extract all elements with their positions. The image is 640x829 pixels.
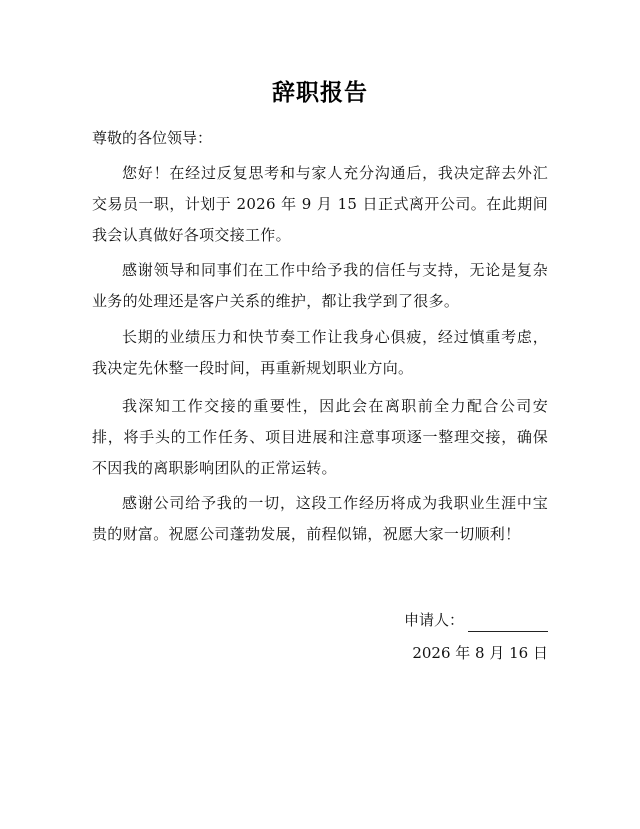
paragraph-4: 我深知工作交接的重要性，因此会在离职前全力配合公司安排，将手头的工作任务、项目进展和注意事项逐一整理交接，确保不因我的离职影响团队的正常运转。 bbox=[92, 397, 548, 477]
document-title: 辞职报告 bbox=[272, 80, 368, 106]
signature-line bbox=[468, 615, 548, 632]
signature-block bbox=[404, 608, 548, 632]
signature-label: 申请人： bbox=[403, 611, 464, 629]
paragraph-3: 长期的业绩压力和快节奏工作让我身心俱疲，经过慎重考虑，我决定先休整一段时间，再重新规划职业方向。 bbox=[92, 328, 548, 377]
paragraph-1: 您好！在经过反复思考和与家人充分沟通后，我决定辞去外汇交易员一职，计划于 2026 年 9 月 15 日正式离开公司。在此期间我会认真做好各项交接工作。 bbox=[92, 164, 548, 244]
salutation: 尊敬的各位领导： bbox=[92, 129, 213, 147]
letter-date: 2026 年 8 月 16 日 bbox=[412, 644, 548, 662]
paragraph-2: 感谢领导和同事们在工作中给予我的信任与支持，无论是复杂业务的处理还是客户关系的维护，都让我学到了很多。 bbox=[92, 261, 548, 310]
paragraph-5: 感谢公司给予我的一切，这段工作经历将成为我职业生涯中宝贵的财富。祝愿公司蓬勃发展，前程似锦，祝愿大家一切顺利！ bbox=[92, 494, 548, 543]
